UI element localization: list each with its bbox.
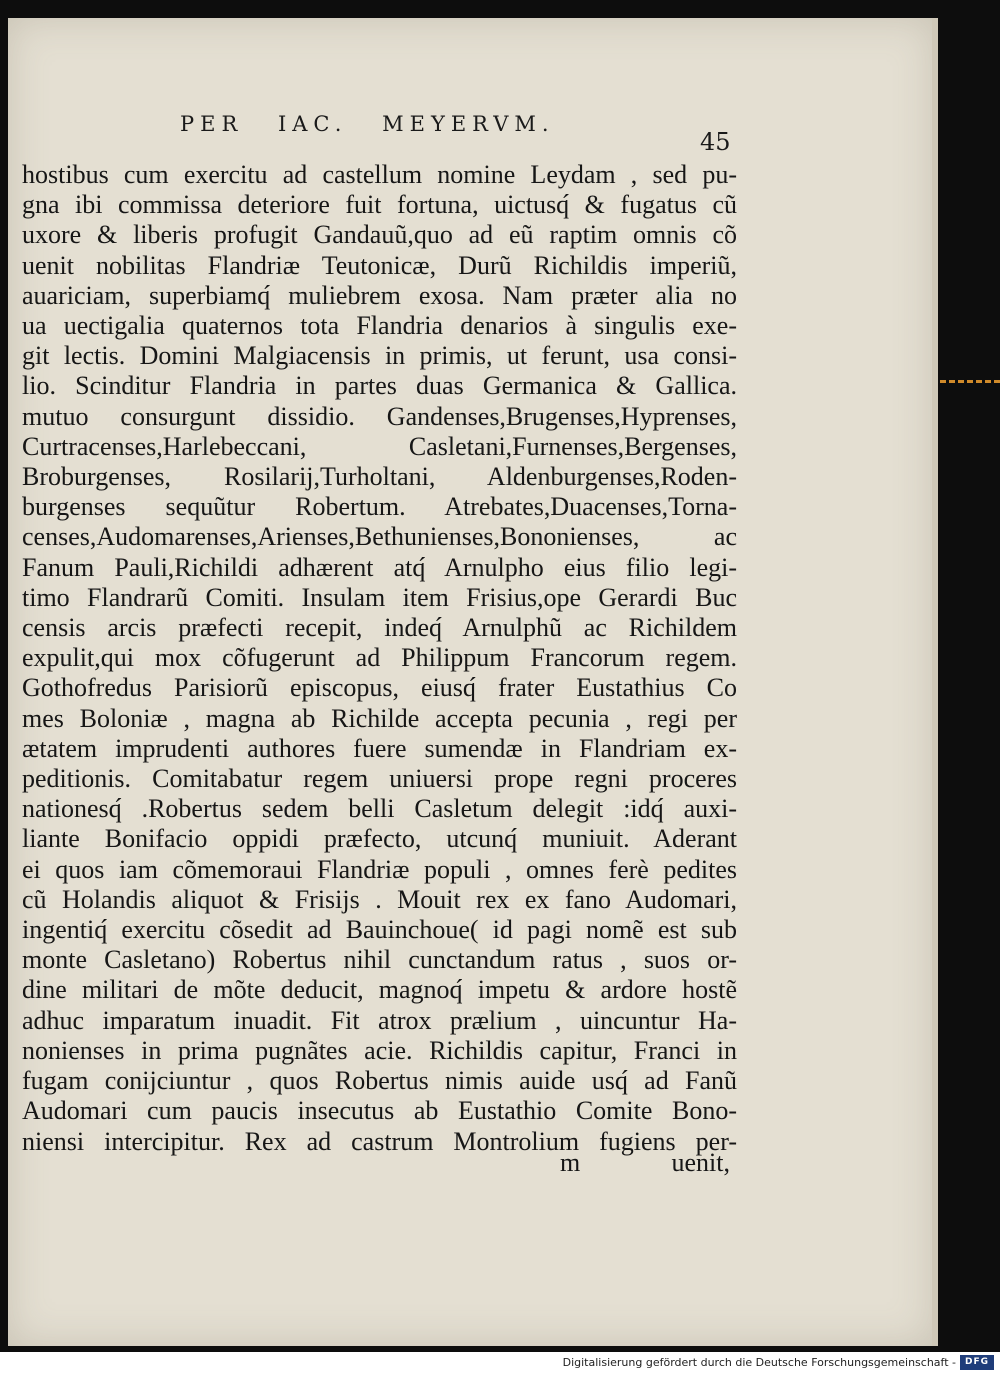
text-line: lio. Scinditur Flandria in partes duas Germanica & Gallica. <box>22 371 737 401</box>
signature-mark: m <box>560 1148 581 1177</box>
text-line: nonienses in prima pugnãtes acie. Richildis capitur, Franci in <box>22 1035 737 1065</box>
text-line: Broburgenses, Rosilarij,Turholtani, Aldenburgenses,Roden- <box>22 462 737 492</box>
text-line: uxore & liberis profugit Gandauũ,quo ad eũ raptim omnis cõ <box>22 220 737 250</box>
text-line: niensi intercipitur. Rex ad castrum Montrolium fugiens per- <box>22 1126 737 1156</box>
footer <box>0 1352 1000 1375</box>
text-line: censis arcis præfecti recepit, indeq́ Arnulphũ ac Richildem <box>22 613 737 643</box>
text-line: auariciam, superbiamq́ muliebrem exosa. Nam præter alia no <box>22 280 737 310</box>
page-number: 45 <box>700 128 731 156</box>
text-line: git lectis. Domini Malgiacensis in primis, ut ferunt, usa consi- <box>22 341 737 371</box>
catchword-line <box>560 1148 730 1178</box>
text-line: cũ Holandis aliquot & Frisijs . Mouit rex ex fano Audomari, <box>22 884 737 914</box>
page-edge <box>932 18 938 1346</box>
dfg-logo-icon: DFG <box>960 1355 994 1370</box>
body-text <box>22 160 737 1157</box>
running-head <box>180 112 555 136</box>
text-line: censes,Audomarenses,Arienses,Bethunienses,Bononienses, ac <box>22 522 737 552</box>
text-line: gna ibi commissa deteriore fuit fortuna, uictusq́ & fugatus cũ <box>22 190 737 220</box>
text-line: ingentiq́ exercitu cõsedit ad Bauinchoue( id pagi nomẽ est sub <box>22 915 737 945</box>
text-line: monte Casletano) Robertus nihil cunctandum ratus , suos or- <box>22 945 737 975</box>
text-line: liante Bonifacio oppidi præfecto, utcunq́ muniuit. Aderant <box>22 824 737 854</box>
running-head-word: IAC. <box>277 112 348 136</box>
text-line: timo Flandrarũ Comiti. Insulam item Frisius,ope Gerardi Buc <box>22 582 737 612</box>
text-line: hostibus cum exercitu ad castellum nomine Leydam , sed pu- <box>22 160 737 189</box>
text-line: Curtracenses,Harlebeccani, Casletani,Furnenses,Bergenses, <box>22 431 737 461</box>
running-head-word: PER <box>180 112 244 136</box>
text-line: nationesq́ .Robertus sedem belli Casletum delegit :idq́ auxi- <box>22 794 737 824</box>
text-line: ei quos iam cõmemoraui Flandriæ populi , omnes ferè pedites <box>22 854 737 884</box>
text-line: expulit,qui mox cõfugerunt ad Philippum Francorum regem. <box>22 643 737 673</box>
text-line: Fanum Pauli,Richildi adhærent atq́ Arnulpho eius filio legi- <box>22 552 737 582</box>
text-line: mes Boloniæ , magna ab Richilde accepta pecunia , regi per <box>22 703 737 733</box>
text-line: ua uectigalia quaternos tota Flandria denarios à singulis exe- <box>22 311 737 341</box>
text-line: Gothofredus Parisiorũ episcopus, eiusq́ frater Eustathius Co <box>22 673 737 703</box>
text-line: dine militari de mõte deducit, magnoq́ impetu & ardore hostẽ <box>22 975 737 1005</box>
text-line: uenit nobilitas Flandriæ Teutonicæ, Durũ Richildis imperiũ, <box>22 250 737 280</box>
text-line: mutuo consurgunt dissidio. Gandenses,Brugenses,Hyprenses, <box>22 401 737 431</box>
running-head-word: MEYERVM. <box>382 112 555 136</box>
catchword: uenit, <box>671 1148 730 1177</box>
text-line: adhuc imparatum inuadit. Fit atrox prælium , uincuntur Ha- <box>22 1005 737 1035</box>
text-line: Audomari cum paucis insecutus ab Eustathio Comite Bono- <box>22 1096 737 1126</box>
color-calibration-marks <box>940 380 1000 383</box>
funding-credit: Digitalisierung gefördert durch die Deutsche Forschungsgemeinschaft - <box>562 1356 956 1369</box>
text-line: fugam conijciuntur , quos Robertus nimis auide usq́ ad Fanũ <box>22 1066 737 1096</box>
text-line: peditionis. Comitabatur regem uniuersi prope regni proceres <box>22 764 737 794</box>
text-line: burgenses sequũtur Robertum. Atrebates,Duacenses,Torna- <box>22 492 737 522</box>
text-line: ætatem imprudenti authores fuere sumendæ in Flandriam ex- <box>22 733 737 763</box>
